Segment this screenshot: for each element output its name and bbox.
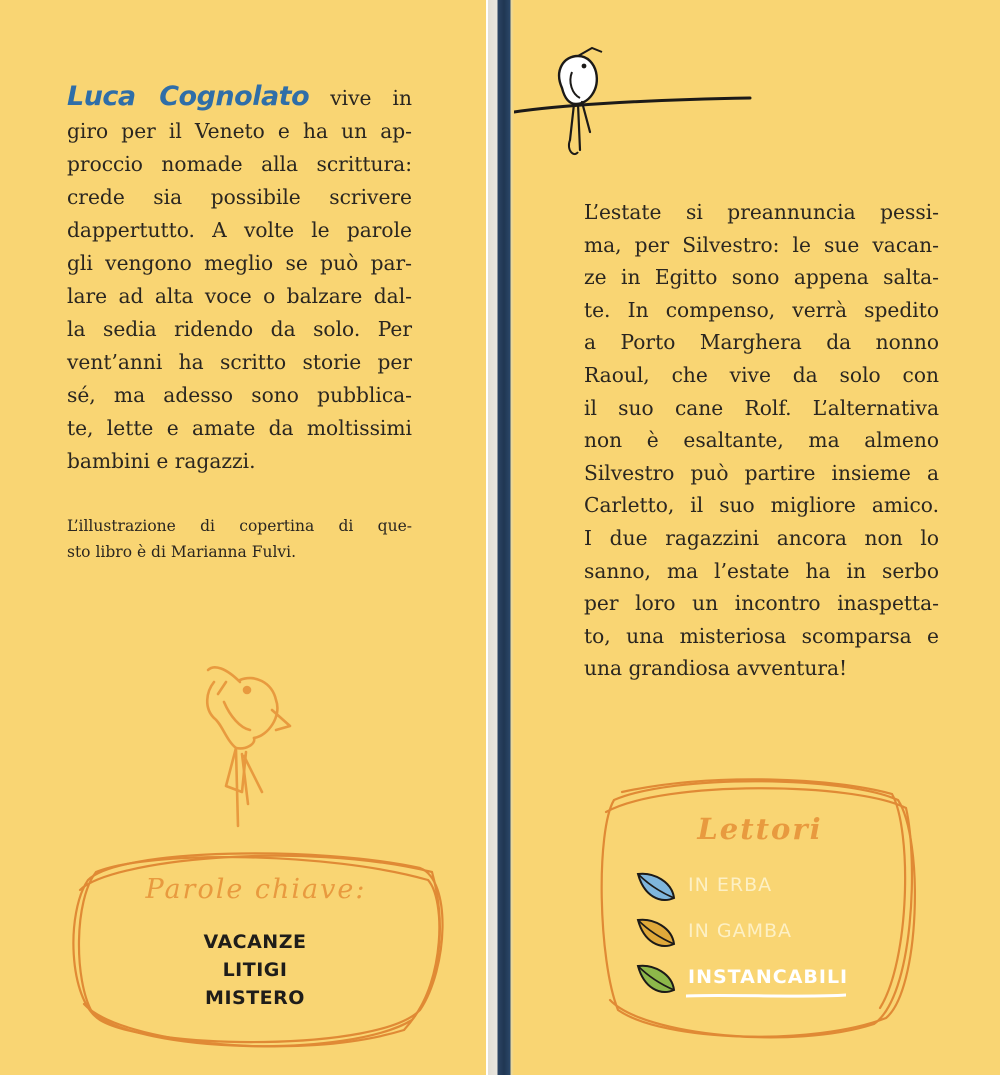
book-spine-gutter xyxy=(486,0,514,1075)
selected-underline xyxy=(686,993,846,999)
bio-line: giro per il Veneto e ha un ap- xyxy=(67,119,412,143)
bio-line: te, lette e amate da moltissimi xyxy=(67,416,412,440)
credit-line: sto libro è di Marianna Fulvi. xyxy=(67,543,297,561)
blurb-line: Carletto, il suo migliore amico. xyxy=(584,493,939,518)
keyword-item: LITIGI xyxy=(222,959,288,981)
bio-line: proccio nomade alla scrittura: xyxy=(67,152,412,176)
right-flap xyxy=(514,0,1000,1075)
leaf-icon xyxy=(634,960,678,1000)
keywords-list xyxy=(150,928,360,1012)
blurb-line: sanno, ma l’estate ha in serbo xyxy=(584,558,939,583)
leaf-icon xyxy=(634,914,678,954)
keyword-item: VACANZE xyxy=(203,931,307,953)
readers-scribble-frame xyxy=(514,0,1000,1075)
bio-line: gli vengono meglio se può par- xyxy=(67,251,412,275)
keyword-item: MISTERO xyxy=(205,987,305,1009)
blurb-line: a Porto Marghera da nonno xyxy=(584,330,939,355)
bio-line: la sedia ridendo da solo. Per xyxy=(67,317,412,341)
bio-line: crede sia possibile scrivere xyxy=(67,185,412,209)
blurb-line: per loro un incontro inaspetta- xyxy=(584,591,939,616)
blurb-line: I due ragazzini ancora non lo xyxy=(584,525,939,550)
blurb-line: non è esaltante, ma almeno xyxy=(584,428,939,453)
reader-label: IN GAMBA xyxy=(688,920,793,942)
blurb-line: ma, per Silvestro: le sue vacan- xyxy=(584,232,939,257)
author-name: Luca Cognolato xyxy=(67,81,310,112)
bio-line: dappertutto. A volte le parole xyxy=(67,218,412,242)
blurb-line: il suo cane Rolf. L’alternativa xyxy=(584,395,939,420)
leaf-icon xyxy=(634,868,678,908)
blurb-line: to, una misteriosa scomparsa e xyxy=(584,623,939,648)
blurb-line: Raoul, che vive da solo con xyxy=(584,362,939,387)
reader-label: IN ERBA xyxy=(688,874,773,896)
bio-line-first: Luca Cognolato vive in xyxy=(67,81,412,112)
blurb-line: ze in Egitto sono appena salta- xyxy=(584,265,939,290)
reader-label: INSTANCABILI xyxy=(688,966,849,988)
bio-line: lare ad alta voce o balzare dal- xyxy=(67,284,412,308)
readers-title: Lettori xyxy=(697,812,823,846)
keywords-title: Parole chiave: xyxy=(145,874,367,905)
bio-line: bambini e ragazzi. xyxy=(67,449,256,473)
blurb-line: Silvestro può partire insieme a xyxy=(584,460,939,485)
keywords-scribble-frame xyxy=(0,0,486,1075)
bio-line: vent’anni ha scritto storie per xyxy=(67,350,412,374)
blurb-line: te. In compenso, verrà spedito xyxy=(584,297,939,322)
credit-line: L’illustrazione di copertina di que- xyxy=(67,517,412,535)
bio-line: sé, ma adesso sono pubblica- xyxy=(67,383,412,407)
left-flap xyxy=(0,0,486,1075)
blurb-line: L’estate si preannuncia pessi- xyxy=(584,200,939,224)
blurb-line: una grandiosa avventura! xyxy=(584,656,848,681)
